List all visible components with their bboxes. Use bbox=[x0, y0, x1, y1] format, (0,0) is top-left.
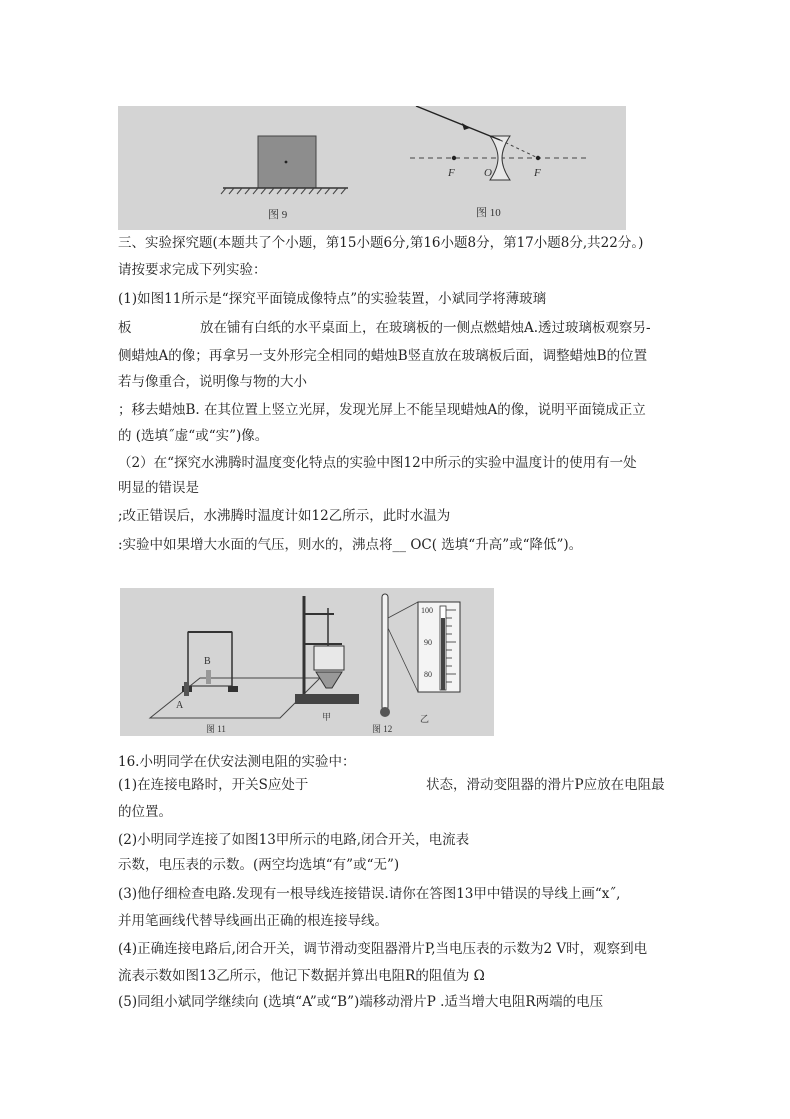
q2-line-3: ;改正错误后，水沸腾时温度计如12乙所示，此时水温为 bbox=[118, 508, 451, 524]
fig9-label: 图 9 bbox=[268, 209, 288, 221]
q16-1-line-1-end: 状态，滑动变阻器的滑片P应放在电阻最 bbox=[426, 777, 665, 793]
fig11-label: 图 11 bbox=[206, 724, 226, 734]
fig10-F-right-label: F bbox=[534, 167, 541, 179]
q16-3-line-1: (3)他仔细检查电路.发现有一根导线连接错误.请你在答图13甲中错误的导线上画“x˝, bbox=[118, 886, 621, 902]
q1-line-2-start: 板 bbox=[118, 320, 132, 336]
fig12-tick-100: 100 bbox=[421, 606, 433, 615]
fig10-O-label: O bbox=[484, 167, 492, 179]
q16-1-line-1-start: (1)在连接电路时，开关S应处于 bbox=[118, 777, 309, 793]
section-3-heading: 三、实验探究题(本题共了个小题，第15小题6分,第16小题8分，第17小题8分,共22分。) bbox=[118, 235, 644, 251]
q2-line-1: （2）在“探究水沸腾时温度变化特点的实验中图12中所示的实验中温度计的使用有一处 bbox=[118, 455, 637, 471]
fig11-B-label: B bbox=[204, 656, 211, 667]
fig12-yi-label: 乙 bbox=[420, 714, 430, 724]
figure-11-12-drawing bbox=[120, 588, 494, 736]
q16-2-line-1: (2)小明同学连接了如图13甲所示的电路,闭合开关，电流表 bbox=[118, 832, 470, 848]
fig12-tick-90: 90 bbox=[424, 638, 432, 647]
q2-line-2: 明显的错误是 bbox=[118, 480, 199, 496]
q16-1-line-2: 的位置。 bbox=[118, 804, 172, 820]
fig12-burner bbox=[316, 672, 342, 688]
q16-5-line-1: (5)同组小斌同学继续向 (选填“A”或“B”)端移动滑片P .适当增大电阻R两端的电压 bbox=[118, 994, 604, 1010]
figure-9-10-drawing bbox=[118, 106, 626, 230]
figure-11-12-photo bbox=[120, 588, 494, 736]
fig10-focus-right bbox=[536, 156, 540, 160]
q1-line-4: 若与像重合，说明像与物的大小 bbox=[118, 374, 307, 390]
q1-line-6: 的 (选填˝虚“或“实”)像。 bbox=[118, 428, 269, 444]
fig12-tick-80: 80 bbox=[424, 670, 432, 679]
q16-2-line-2: 示数，电压表的示数。(两空均选填“有”或“无”) bbox=[118, 857, 400, 873]
fig12-stand-base bbox=[295, 694, 359, 704]
q1-line-5: ；移去蜡烛B. 在其位置上竖立光屏，发现光屏上不能呈现蜡烛A的像，说明平面镜成正立 bbox=[118, 402, 646, 418]
q16-3-line-2: 并用笔画线代替导线画出正确的根连接导线。 bbox=[118, 913, 388, 929]
fig11-table bbox=[150, 678, 320, 718]
fig11-candle-B bbox=[206, 670, 211, 684]
fig11-candle-A bbox=[184, 682, 189, 696]
q1-line-3: 侧蜡烛A的像；再拿另一支外形完全相同的蜡烛B竖直放在玻璃板后面，调整蜡烛B的位置 bbox=[118, 348, 648, 364]
q2-line-4: :实验中如果增大水面的气压，则水的，沸点将__ OC( 选填“升高”或“降低”)。 bbox=[118, 537, 583, 553]
fig10-incident-ray bbox=[416, 106, 500, 140]
fig10-F-left-label: F bbox=[448, 167, 455, 179]
fig11-A-label: A bbox=[176, 700, 184, 711]
q16-heading: 16.小明同学在伏安法测电阻的实验中： bbox=[118, 754, 356, 770]
figure-9-10-photo bbox=[118, 106, 626, 230]
fig12-jia-label: 甲 bbox=[322, 712, 332, 722]
fig10-label: 图 10 bbox=[476, 207, 501, 219]
fig10-focus-left bbox=[452, 156, 456, 160]
q16-4-line-1: (4)正确连接电路后,闭合开关，调节滑动变阻器滑片P,当电压表的示数为2 V时，观察到电 bbox=[118, 941, 648, 957]
instruction-line: 请按要求完成下列实验： bbox=[118, 262, 267, 278]
q1-line-1: (1)如图11所示是“探究平面镜成像特点”的实验装置，小斌同学将薄玻璃 bbox=[118, 291, 547, 307]
q16-4-line-2: 流表示数如图13乙所示，他记下数据并算出电阻R的阻值为 Ω bbox=[118, 968, 485, 984]
q1-line-2: 放在铺有白纸的水平桌面上，在玻璃板的一侧点燃蜡烛A.透过玻璃板观察另- bbox=[200, 320, 651, 336]
fig12-beaker bbox=[314, 646, 344, 670]
fig12-yi-thermometer bbox=[382, 594, 388, 710]
fig12-label: 图 12 bbox=[372, 724, 393, 734]
